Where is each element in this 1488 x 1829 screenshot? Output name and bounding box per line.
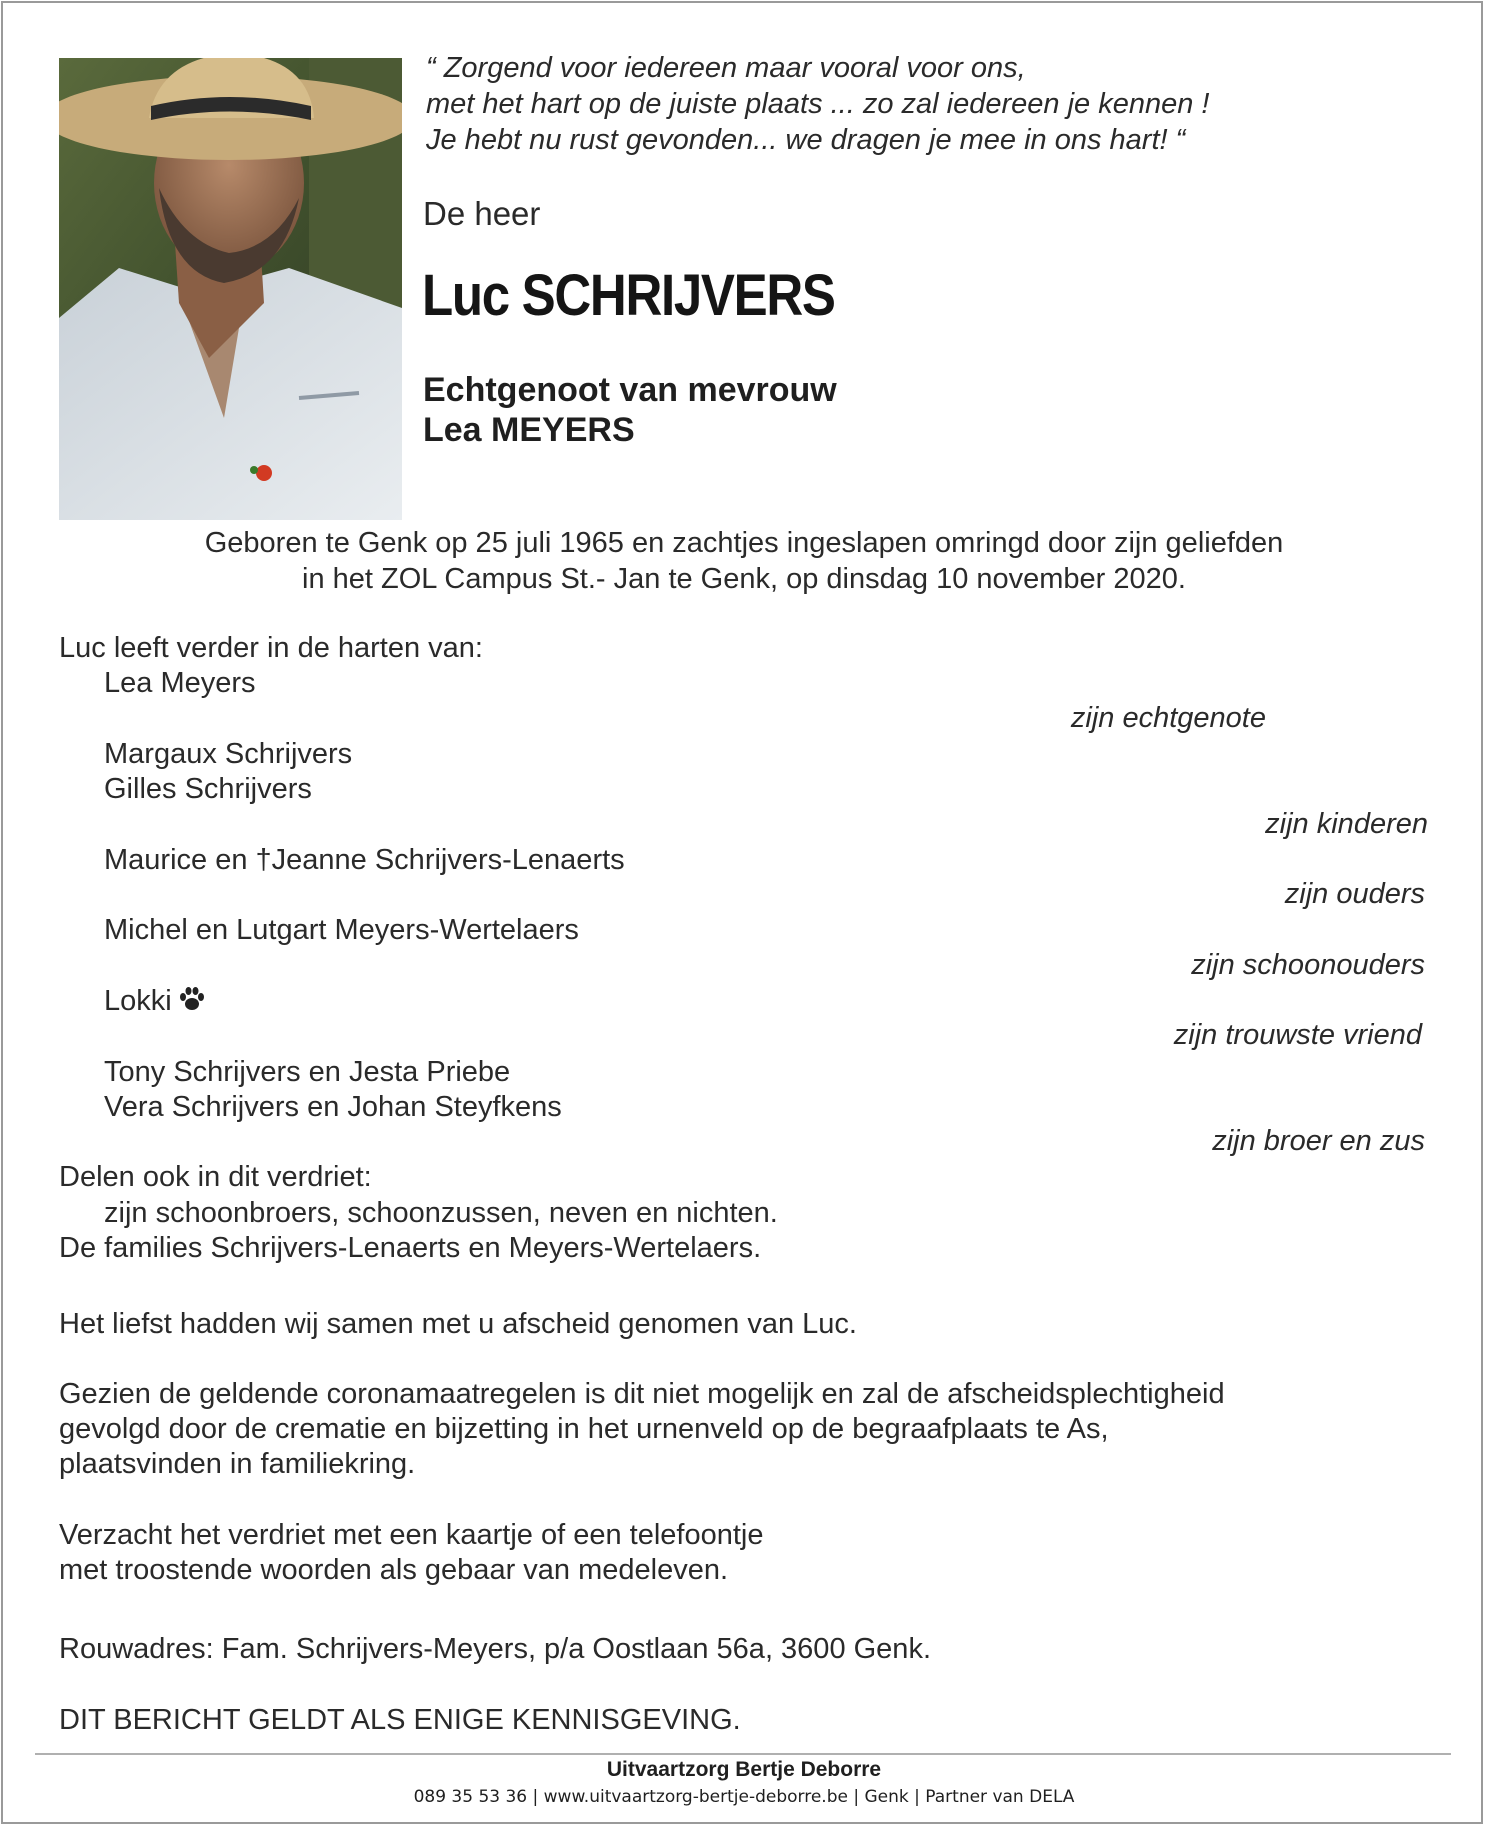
- families-line: De families Schrijvers-Lenaerts en Meyers-Wertelaers.: [59, 1232, 762, 1264]
- portrait-photo: [59, 58, 402, 520]
- survivors-intro: Luc leeft verder in de harten van:: [59, 632, 483, 664]
- birth-death-info: [59, 525, 1429, 597]
- footer-divider: [35, 1753, 1451, 1755]
- sharing-line: zijn schoonbroers, schoonzussen, neven en nichten.: [104, 1197, 778, 1229]
- death-line: in het ZOL Campus St.- Jan te Genk, op dinsdag 10 november 2020.: [302, 563, 1186, 595]
- survivor-name: Margaux Schrijvers: [104, 738, 353, 770]
- spouse-line: Echtgenoot van mevrouw: [423, 371, 837, 409]
- funeral-home-contact: 089 35 53 36 | www.uitvaartzorg-bertje-deborre.be | Genk | Partner van DELA: [413, 1787, 1075, 1807]
- corona-line: plaatsvinden in familiekring.: [59, 1448, 416, 1480]
- paw-icon: [178, 986, 206, 1021]
- relation-label: zijn broer en zus: [1212, 1125, 1425, 1157]
- relation-label: zijn trouwste vriend: [1173, 1019, 1422, 1051]
- corona-line: Gezien de geldende coronamaatregelen is dit niet mogelijk en zal de afscheidsplechtigheid: [59, 1378, 1225, 1410]
- survivor-name: Maurice en †Jeanne Schrijvers-Lenaerts: [104, 844, 625, 876]
- quote-line: Je hebt nu rust gevonden... we dragen je mee in ons hart! “: [426, 124, 1186, 156]
- survivor-name: Lea Meyers: [104, 667, 256, 699]
- corona-line: gevolgd door de crematie en bijzetting in het urnenveld op de begraafplaats te As,: [59, 1413, 1109, 1445]
- relation-label: zijn kinderen: [1265, 808, 1428, 840]
- farewell-text: Het liefst hadden wij samen met u afscheid genomen van Luc.: [59, 1308, 857, 1340]
- mourning-address: Rouwadres: Fam. Schrijvers-Meyers, p/a Oostlaan 56a, 3600 Genk.: [59, 1633, 931, 1665]
- survivor-name: Michel en Lutgart Meyers-Wertelaers: [104, 914, 579, 946]
- spouse-name: Lea MEYERS: [423, 411, 635, 449]
- spouse-info: [423, 370, 837, 450]
- notice-text: DIT BERICHT GELDT ALS ENIGE KENNISGEVING.: [59, 1704, 741, 1736]
- relation-label: zijn echtgenote: [1070, 702, 1266, 734]
- relation-label: zijn schoonouders: [1191, 949, 1425, 981]
- honorific: De heer: [423, 195, 541, 232]
- comfort-line: Verzacht het verdriet met een kaartje of een telefoontje: [59, 1519, 764, 1551]
- survivor-name: Vera Schrijvers en Johan Steyfkens: [104, 1091, 562, 1123]
- birth-line: Geboren te Genk op 25 juli 1965 en zachtjes ingeslapen omringd door zijn geliefden: [204, 527, 1284, 559]
- sharing-intro: Delen ook in dit verdriet:: [59, 1161, 372, 1193]
- survivor-name: Gilles Schrijvers: [104, 773, 312, 805]
- memorial-quote: [426, 50, 1209, 158]
- deceased-name: Luc SCHRIJVERS: [422, 263, 835, 328]
- relation-label: zijn ouders: [1284, 878, 1425, 910]
- survivor-pet: [104, 984, 206, 1021]
- survivor-name: Lokki: [104, 985, 172, 1017]
- quote-line: “ Zorgend voor iedereen maar vooral voor ons,: [426, 52, 1026, 84]
- comfort-line: met troostende woorden als gebaar van medeleven.: [59, 1554, 729, 1586]
- funeral-home-name: Uitvaartzorg Bertje Deborre: [606, 1758, 882, 1781]
- survivor-name: Tony Schrijvers en Jesta Priebe: [104, 1056, 511, 1088]
- quote-line: met het hart op de juiste plaats ... zo zal iedereen je kennen !: [426, 88, 1210, 120]
